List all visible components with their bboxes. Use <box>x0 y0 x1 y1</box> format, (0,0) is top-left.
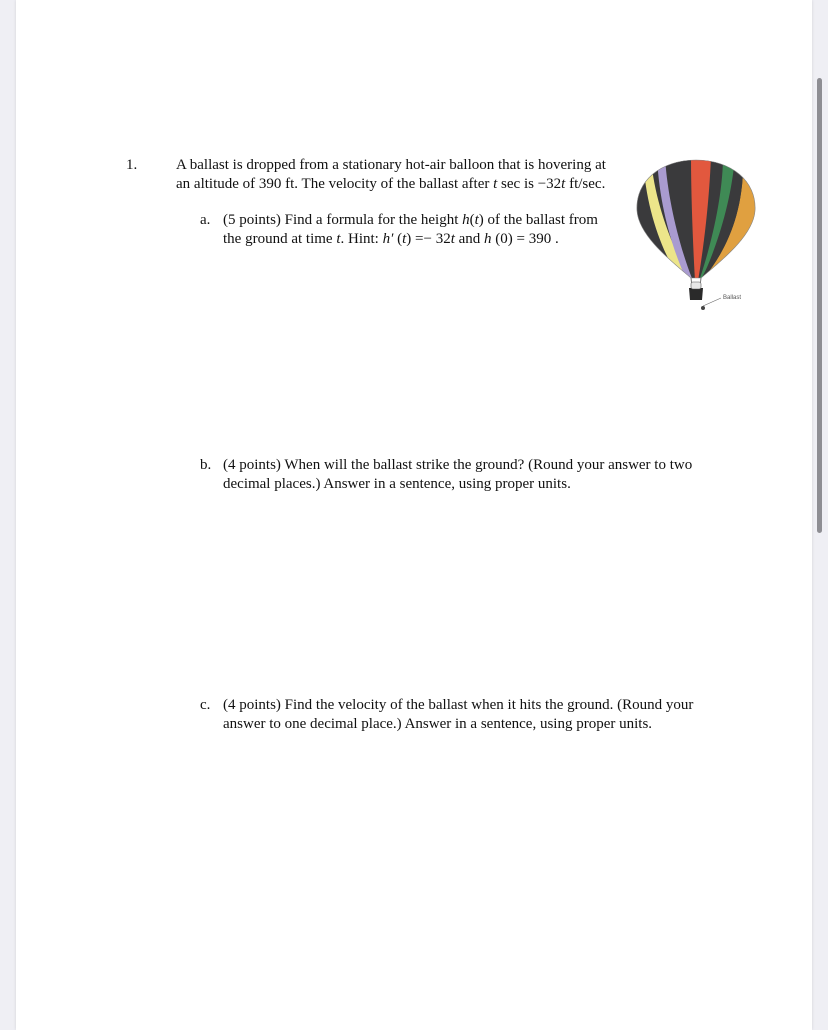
vertical-scrollbar[interactable] <box>817 78 822 533</box>
stem-line-1: A ballast is dropped from a stationary hot-air balloon that is hovering at <box>176 157 606 173</box>
question-stem <box>176 156 626 194</box>
part-a-line-2: the ground at time t. Hint: h′ (t) =− 32t and h (0) = 390 . <box>223 231 559 247</box>
ballast-label: Ballast <box>723 295 742 301</box>
part-c-line-2: answer to one decimal place.) Answer in a sentence, using proper units. <box>223 716 653 732</box>
part-c-line-1: (4 points) Find the velocity of the ballast when it hits the ground. (Round your <box>223 697 694 713</box>
part-b-line-2: decimal places.) Answer in a sentence, using proper units. <box>223 476 571 492</box>
part-b-text <box>223 456 692 494</box>
basket <box>689 288 703 300</box>
document-page <box>16 0 812 1030</box>
question-number: 1. <box>126 157 138 173</box>
ballast-weight <box>701 306 705 310</box>
part-a-letter: a. <box>200 212 211 228</box>
part-c-letter: c. <box>200 697 211 713</box>
ballast-pointer <box>703 298 721 306</box>
part-c-text <box>223 696 693 734</box>
part-b-line-1: (4 points) When will the ballast strike the ground? (Round your answer to two <box>223 457 693 473</box>
balloon-envelope <box>631 156 761 286</box>
part-a-line-1: (5 points) Find a formula for the height h(t) of the ballast from <box>223 212 598 228</box>
part-a-text <box>223 211 598 249</box>
part-b-letter: b. <box>200 457 212 473</box>
burner <box>691 282 701 289</box>
stem-line-2: an altitude of 390 ft. The velocity of the ballast after t sec is −32t ft/sec. <box>176 176 606 192</box>
hot-air-balloon-figure <box>631 156 761 316</box>
